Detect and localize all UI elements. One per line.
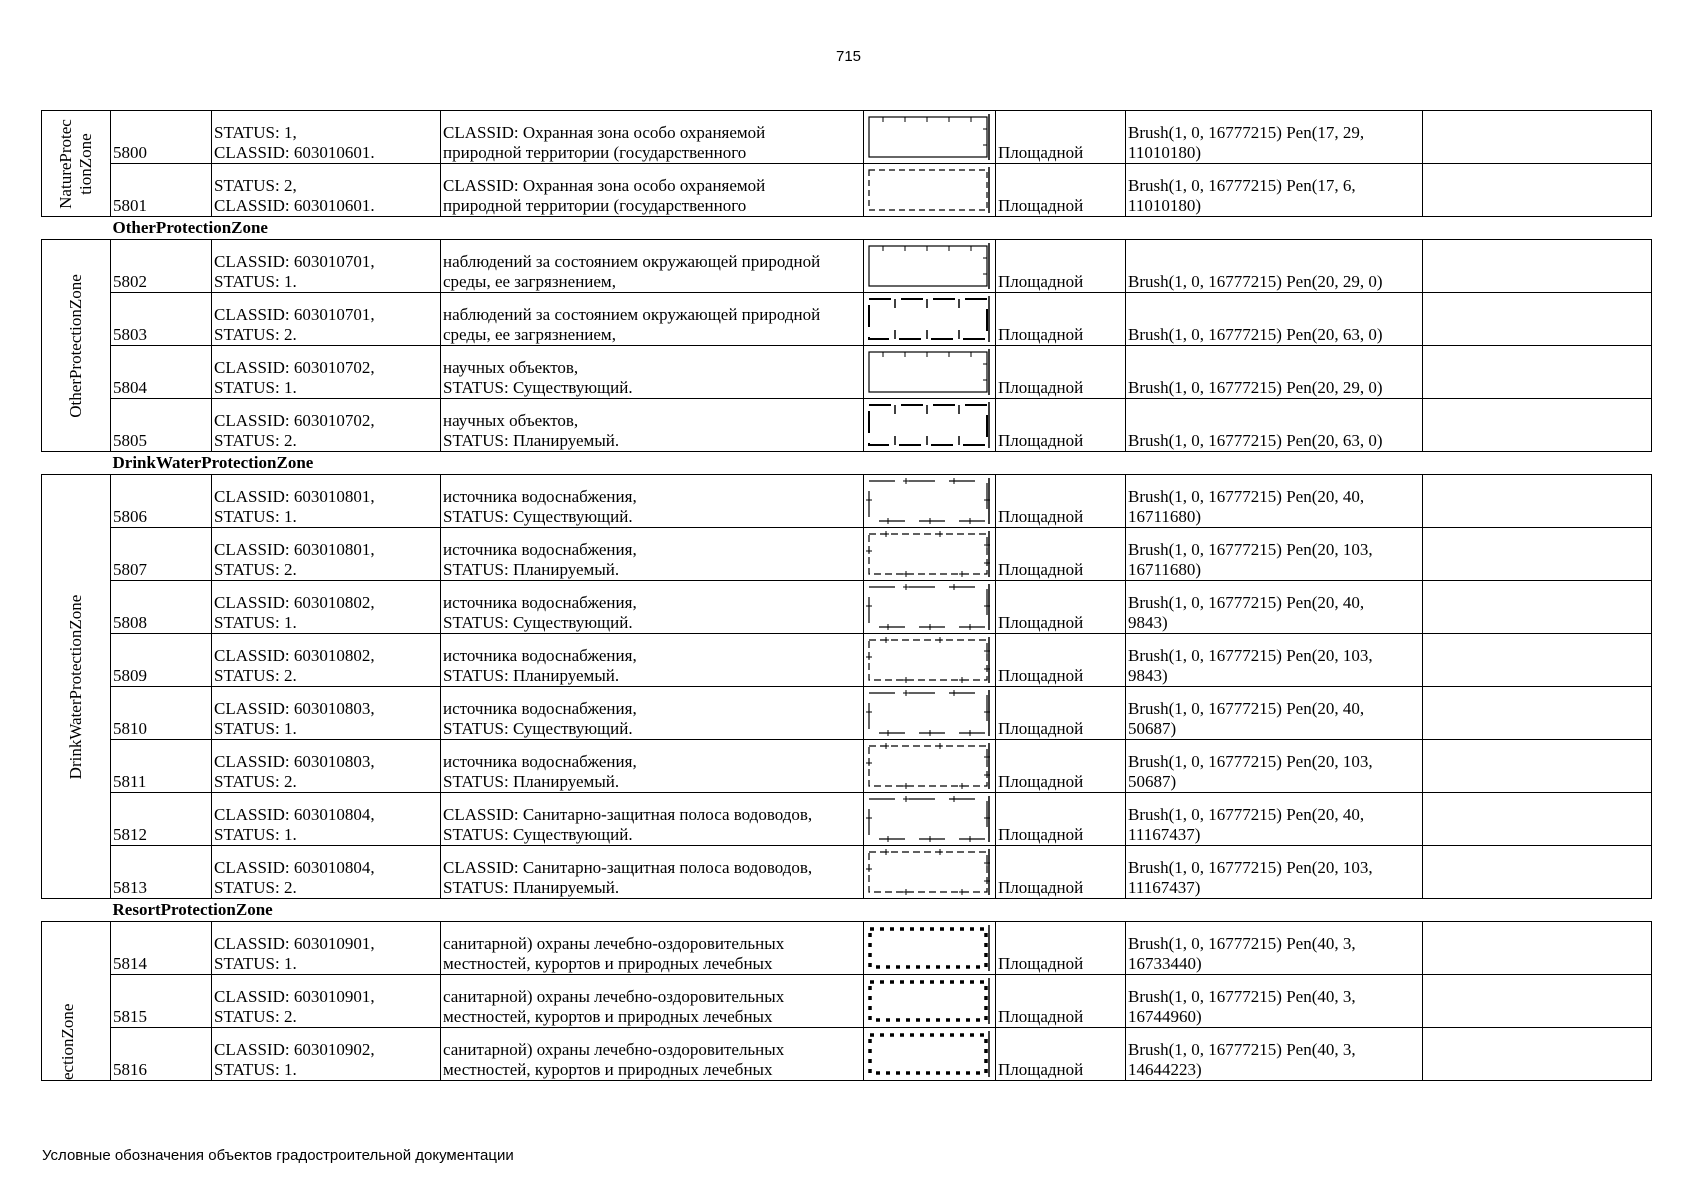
group-header-row	[42, 452, 1652, 475]
code-cell: 5807	[111, 528, 212, 581]
symbol-icon	[866, 584, 993, 630]
group-header-row	[42, 899, 1652, 922]
symbol-icon	[866, 849, 993, 895]
attributes-cell: CLASSID: 603010901, STATUS: 2.	[212, 975, 441, 1028]
zone-cell	[42, 475, 111, 899]
type-cell: Площадной	[996, 475, 1126, 528]
code-cell: 5814	[111, 922, 212, 975]
empty-cell	[1423, 846, 1652, 899]
symbol-cell	[864, 793, 996, 846]
table-row	[42, 399, 1652, 452]
type-cell: Площадной	[996, 240, 1126, 293]
empty-cell	[1423, 111, 1652, 164]
symbol-cell	[864, 240, 996, 293]
code-cell: 5811	[111, 740, 212, 793]
empty-cell	[1423, 634, 1652, 687]
attributes-cell: CLASSID: 603010802, STATUS: 2.	[212, 634, 441, 687]
page-number: 715	[835, 48, 862, 65]
description-cell: CLASSID: Санитарно-защитная полоса водоводов, STATUS: Существующий.	[441, 793, 864, 846]
type-cell: Площадной	[996, 111, 1126, 164]
attributes-cell: CLASSID: 603010702, STATUS: 2.	[212, 399, 441, 452]
type-cell: Площадной	[996, 581, 1126, 634]
type-cell: Площадной	[996, 793, 1126, 846]
code-cell: 5804	[111, 346, 212, 399]
symbol-icon	[866, 1031, 993, 1077]
attributes-cell: CLASSID: 603010801, STATUS: 2.	[212, 528, 441, 581]
description-cell: санитарной) охраны лечебно-оздоровительных местностей, курортов и природных лечебных	[441, 1028, 864, 1081]
description-cell: научных объектов, STATUS: Существующий.	[441, 346, 864, 399]
code-cell: 5801	[111, 164, 212, 217]
symbol-icon	[866, 114, 993, 160]
code-cell: 5802	[111, 240, 212, 293]
zone-label: DrinkWaterProtectionZone	[66, 594, 85, 779]
style-cell: Brush(1, 0, 16777215) Pen(20, 63, 0)	[1126, 293, 1423, 346]
symbol-cell	[864, 528, 996, 581]
zone-label: NatureProtec tionZone	[56, 118, 95, 209]
description-cell: наблюдений за состоянием окружающей природной среды, ее загрязнением,	[441, 293, 864, 346]
code-cell: 5810	[111, 687, 212, 740]
empty-cell	[1423, 793, 1652, 846]
style-cell: Brush(1, 0, 16777215) Pen(40, 3, 14644223)	[1126, 1028, 1423, 1081]
symbol-icon	[866, 402, 993, 448]
table-row	[42, 240, 1652, 293]
table-row	[42, 793, 1652, 846]
group-header-row	[42, 217, 1652, 240]
code-cell: 5809	[111, 634, 212, 687]
style-cell: Brush(1, 0, 16777215) Pen(40, 3, 16733440)	[1126, 922, 1423, 975]
table-row	[42, 475, 1652, 528]
empty-cell	[1423, 240, 1652, 293]
symbol-cell	[864, 634, 996, 687]
table-row	[42, 293, 1652, 346]
type-cell: Площадной	[996, 293, 1126, 346]
code-cell: 5813	[111, 846, 212, 899]
description-cell: источника водоснабжения, STATUS: Планируемый.	[441, 634, 864, 687]
style-cell: Brush(1, 0, 16777215) Pen(20, 40, 9843)	[1126, 581, 1423, 634]
code-cell: 5815	[111, 975, 212, 1028]
table-row	[42, 634, 1652, 687]
code-cell: 5806	[111, 475, 212, 528]
table-row	[42, 740, 1652, 793]
attributes-cell: STATUS: 2, CLASSID: 603010601.	[212, 164, 441, 217]
type-cell: Площадной	[996, 975, 1126, 1028]
group-header: DrinkWaterProtectionZone	[111, 452, 1652, 475]
legend-table-body	[42, 111, 1652, 1081]
table-row	[42, 346, 1652, 399]
empty-cell	[1423, 740, 1652, 793]
empty-cell	[1423, 922, 1652, 975]
type-cell: Площадной	[996, 740, 1126, 793]
description-cell: CLASSID: Охранная зона особо охраняемой природной территории (государственного	[441, 164, 864, 217]
table-row	[42, 528, 1652, 581]
group-header-spacer	[42, 452, 111, 475]
description-cell: источника водоснабжения, STATUS: Существующий.	[441, 687, 864, 740]
symbol-icon	[866, 296, 993, 342]
symbol-cell	[864, 846, 996, 899]
attributes-cell: CLASSID: 603010701, STATUS: 2.	[212, 293, 441, 346]
symbol-cell	[864, 399, 996, 452]
symbol-icon	[866, 478, 993, 524]
symbol-icon	[866, 243, 993, 289]
footer-text: Условные обозначения объектов градостроительной документации	[42, 1147, 514, 1164]
empty-cell	[1423, 346, 1652, 399]
empty-cell	[1423, 293, 1652, 346]
style-cell: Brush(1, 0, 16777215) Pen(20, 103, 50687)	[1126, 740, 1423, 793]
style-cell: Brush(1, 0, 16777215) Pen(20, 40, 50687)	[1126, 687, 1423, 740]
style-cell: Brush(1, 0, 16777215) Pen(20, 40, 16711680)	[1126, 475, 1423, 528]
type-cell: Площадной	[996, 846, 1126, 899]
style-cell: Brush(1, 0, 16777215) Pen(17, 29, 11010180)	[1126, 111, 1423, 164]
zone-cell	[42, 922, 111, 1081]
symbol-cell	[864, 740, 996, 793]
attributes-cell: STATUS: 1, CLASSID: 603010601.	[212, 111, 441, 164]
type-cell: Площадной	[996, 922, 1126, 975]
description-cell: источника водоснабжения, STATUS: Планируемый.	[441, 528, 864, 581]
group-header: ResortProtectionZone	[111, 899, 1652, 922]
symbol-cell	[864, 293, 996, 346]
type-cell: Площадной	[996, 164, 1126, 217]
description-cell: источника водоснабжения, STATUS: Существующий.	[441, 581, 864, 634]
symbol-cell	[864, 975, 996, 1028]
table-row	[42, 581, 1652, 634]
type-cell: Площадной	[996, 399, 1126, 452]
symbol-cell	[864, 687, 996, 740]
symbol-cell	[864, 346, 996, 399]
table-row	[42, 975, 1652, 1028]
empty-cell	[1423, 475, 1652, 528]
type-cell: Площадной	[996, 687, 1126, 740]
group-header: OtherProtectionZone	[111, 217, 1652, 240]
code-cell: 5816	[111, 1028, 212, 1081]
symbol-icon	[866, 978, 993, 1024]
code-cell: 5808	[111, 581, 212, 634]
table-row	[42, 846, 1652, 899]
attributes-cell: CLASSID: 603010804, STATUS: 2.	[212, 846, 441, 899]
empty-cell	[1423, 581, 1652, 634]
symbol-cell	[864, 475, 996, 528]
type-cell: Площадной	[996, 634, 1126, 687]
attributes-cell: CLASSID: 603010901, STATUS: 1.	[212, 922, 441, 975]
group-header-spacer	[42, 217, 111, 240]
table-row	[42, 922, 1652, 975]
symbol-cell	[864, 111, 996, 164]
symbol-cell	[864, 581, 996, 634]
symbol-icon	[866, 796, 993, 842]
zone-cell	[42, 240, 111, 452]
symbol-cell	[864, 922, 996, 975]
symbol-cell	[864, 164, 996, 217]
style-cell: Brush(1, 0, 16777215) Pen(40, 3, 16744960)	[1126, 975, 1423, 1028]
code-cell: 5803	[111, 293, 212, 346]
symbol-icon	[866, 167, 993, 213]
symbol-icon	[866, 690, 993, 736]
zone-label: ectionZone	[58, 1003, 77, 1080]
description-cell: наблюдений за состоянием окружающей природной среды, ее загрязнением,	[441, 240, 864, 293]
symbol-icon	[866, 637, 993, 683]
attributes-cell: CLASSID: 603010802, STATUS: 1.	[212, 581, 441, 634]
empty-cell	[1423, 528, 1652, 581]
attributes-cell: CLASSID: 603010701, STATUS: 1.	[212, 240, 441, 293]
zone-label: OtherProtectionZone	[66, 273, 85, 418]
description-cell: CLASSID: Охранная зона особо охраняемой природной территории (государственного	[441, 111, 864, 164]
table-row	[42, 111, 1652, 164]
style-cell: Brush(1, 0, 16777215) Pen(17, 6, 11010180)	[1126, 164, 1423, 217]
description-cell: источника водоснабжения, STATUS: Существующий.	[441, 475, 864, 528]
style-cell: Brush(1, 0, 16777215) Pen(20, 40, 11167437)	[1126, 793, 1423, 846]
group-header-spacer	[42, 899, 111, 922]
empty-cell	[1423, 1028, 1652, 1081]
table-row	[42, 164, 1652, 217]
empty-cell	[1423, 687, 1652, 740]
table-row	[42, 687, 1652, 740]
type-cell: Площадной	[996, 528, 1126, 581]
style-cell: Brush(1, 0, 16777215) Pen(20, 29, 0)	[1126, 240, 1423, 293]
description-cell: источника водоснабжения, STATUS: Планируемый.	[441, 740, 864, 793]
description-cell: санитарной) охраны лечебно-оздоровительных местностей, курортов и природных лечебных	[441, 975, 864, 1028]
attributes-cell: CLASSID: 603010902, STATUS: 1.	[212, 1028, 441, 1081]
empty-cell	[1423, 164, 1652, 217]
symbol-cell	[864, 1028, 996, 1081]
style-cell: Brush(1, 0, 16777215) Pen(20, 29, 0)	[1126, 346, 1423, 399]
symbol-icon	[866, 531, 993, 577]
symbol-icon	[866, 349, 993, 395]
attributes-cell: CLASSID: 603010803, STATUS: 1.	[212, 687, 441, 740]
description-cell: CLASSID: Санитарно-защитная полоса водоводов, STATUS: Планируемый.	[441, 846, 864, 899]
table-row	[42, 1028, 1652, 1081]
empty-cell	[1423, 975, 1652, 1028]
type-cell: Площадной	[996, 1028, 1126, 1081]
legend-table	[41, 110, 1652, 1081]
symbol-icon	[866, 925, 993, 971]
empty-cell	[1423, 399, 1652, 452]
type-cell: Площадной	[996, 346, 1126, 399]
description-cell: санитарной) охраны лечебно-оздоровительных местностей, курортов и природных лечебных	[441, 922, 864, 975]
code-cell: 5800	[111, 111, 212, 164]
code-cell: 5805	[111, 399, 212, 452]
style-cell: Brush(1, 0, 16777215) Pen(20, 103, 16711680)	[1126, 528, 1423, 581]
zone-cell	[42, 111, 111, 217]
attributes-cell: CLASSID: 603010801, STATUS: 1.	[212, 475, 441, 528]
code-cell: 5812	[111, 793, 212, 846]
style-cell: Brush(1, 0, 16777215) Pen(20, 103, 9843)	[1126, 634, 1423, 687]
symbol-icon	[866, 743, 993, 789]
style-cell: Brush(1, 0, 16777215) Pen(20, 63, 0)	[1126, 399, 1423, 452]
attributes-cell: CLASSID: 603010804, STATUS: 1.	[212, 793, 441, 846]
attributes-cell: CLASSID: 603010702, STATUS: 1.	[212, 346, 441, 399]
description-cell: научных объектов, STATUS: Планируемый.	[441, 399, 864, 452]
attributes-cell: CLASSID: 603010803, STATUS: 2.	[212, 740, 441, 793]
style-cell: Brush(1, 0, 16777215) Pen(20, 103, 11167437)	[1126, 846, 1423, 899]
